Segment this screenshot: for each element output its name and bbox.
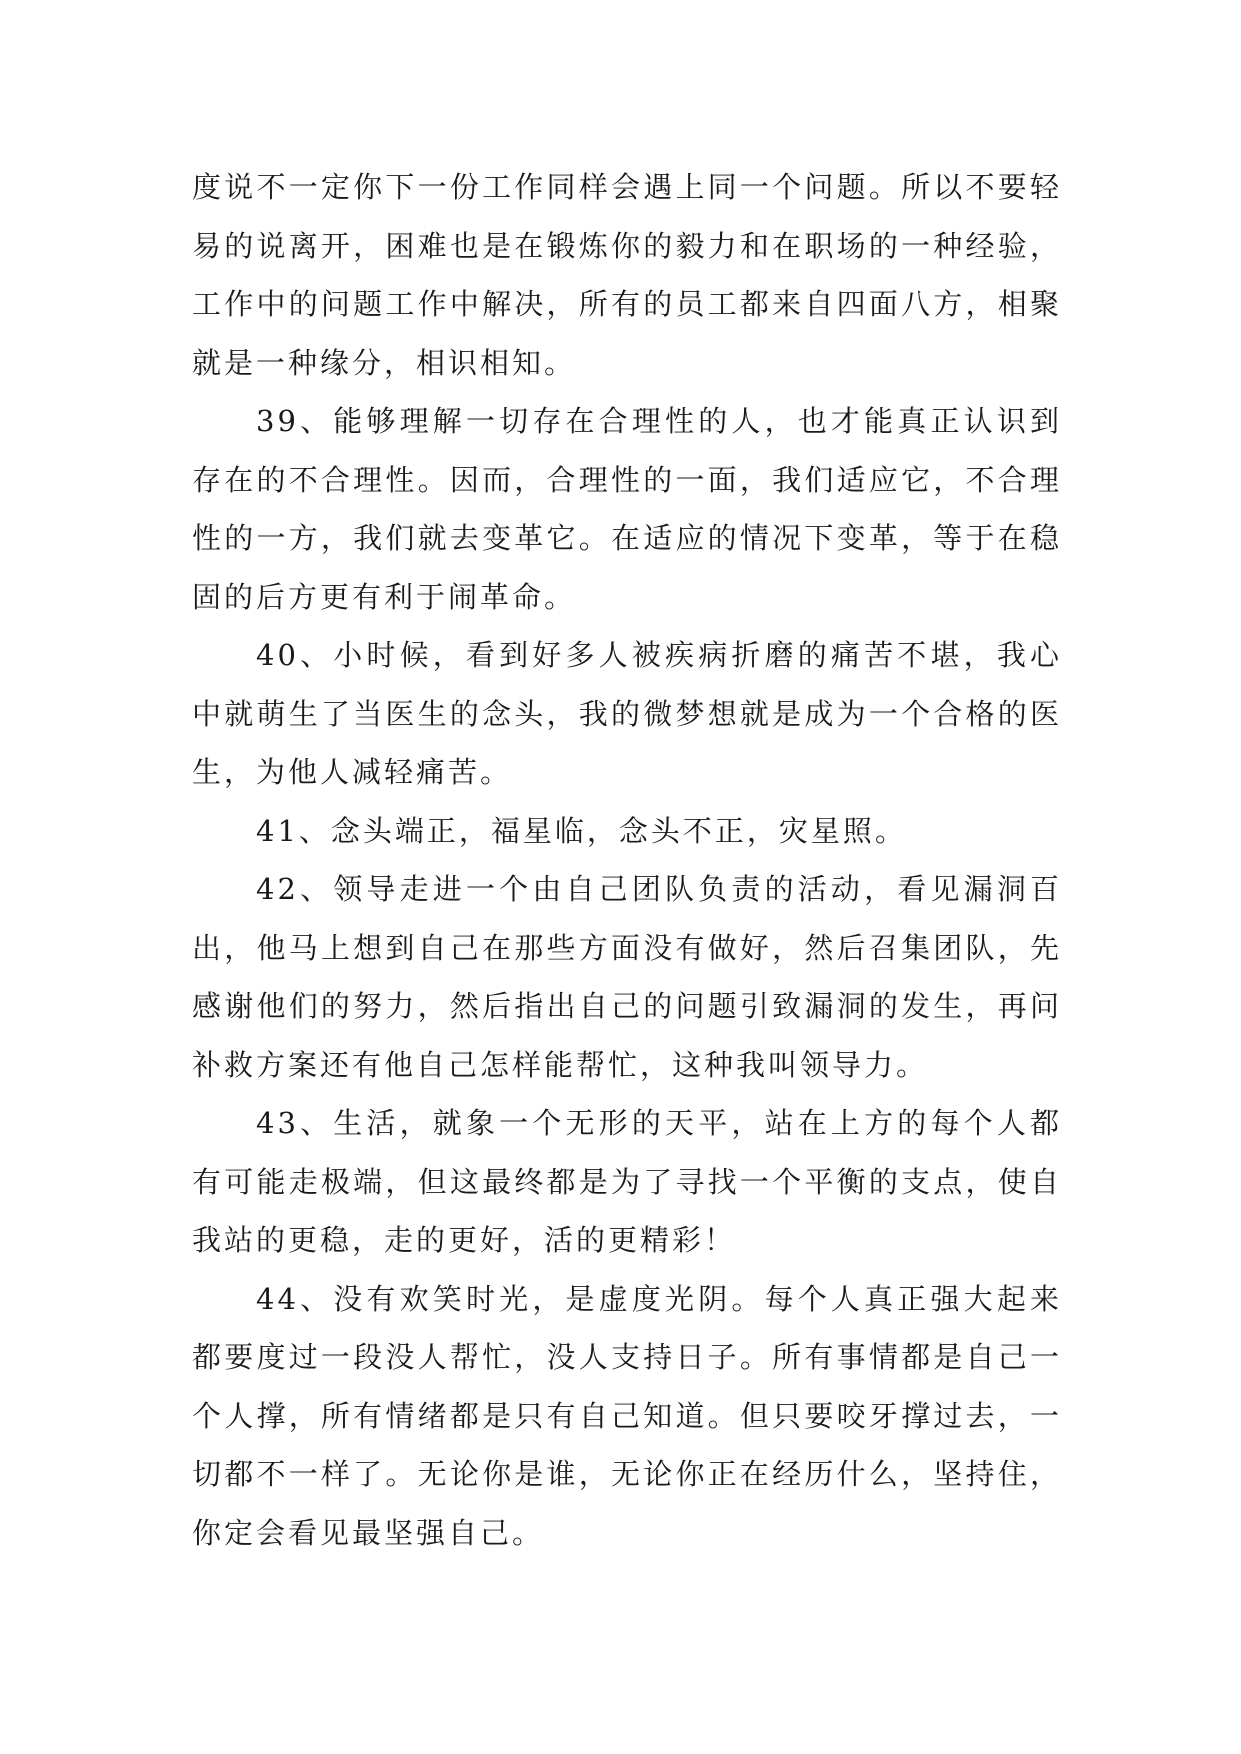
paragraph-42: 42、领导走进一个由自己团队负责的活动，看见漏洞百出，他马上想到自己在那些方面没有做好，然后召集团队，先感谢他们的努力，然后指出自己的问题引致漏洞的发生，再问补救方案还有他自己怎样能帮忙，这种我叫领导力。: [192, 872, 1062, 1082]
paragraph-40: 40、小时候，看到好多人被疾病折磨的痛苦不堪，我心中就萌生了当医生的念头，我的微梦想就是成为一个合格的医生，为他人减轻痛苦。: [192, 638, 1062, 789]
paragraph-44: 44、没有欢笑时光，是虚度光阴。每个人真正强大起来都要度过一段没人帮忙，没人支持日子。所有事情都是自己一个人撑，所有情绪都是只有自己知道。但只要咬牙撑过去，一切都不一样了。无论你是谁，无论你正在经历什么，坚持住，你定会看见最坚强自己。: [192, 1281, 1062, 1550]
paragraph-continuation: 度说不一定你下一份工作同样会遇上同一个问题。所以不要轻易的说离开，困难也是在锻炼你的毅力和在职场的一种经验，工作中的问题工作中解决，所有的员工都来自四面八方，相聚就是一种缘分，相识相知。: [192, 170, 1062, 380]
document-body: [192, 158, 1062, 1562]
paragraph-39: 39、能够理解一切存在合理性的人，也才能真正认识到存在的不合理性。因而，合理性的一面，我们适应它，不合理性的一方，我们就去变革它。在适应的情况下变革，等于在稳固的后方更有利于闹革命。: [192, 404, 1062, 614]
paragraph-43: 43、生活，就象一个无形的天平，站在上方的每个人都有可能走极端，但这最终都是为了寻找一个平衡的支点，使自我站的更稳，走的更好，活的更精彩！: [192, 1106, 1062, 1257]
paragraph-41: 41、念头端正，福星临，念头不正，灾星照。: [256, 813, 907, 848]
